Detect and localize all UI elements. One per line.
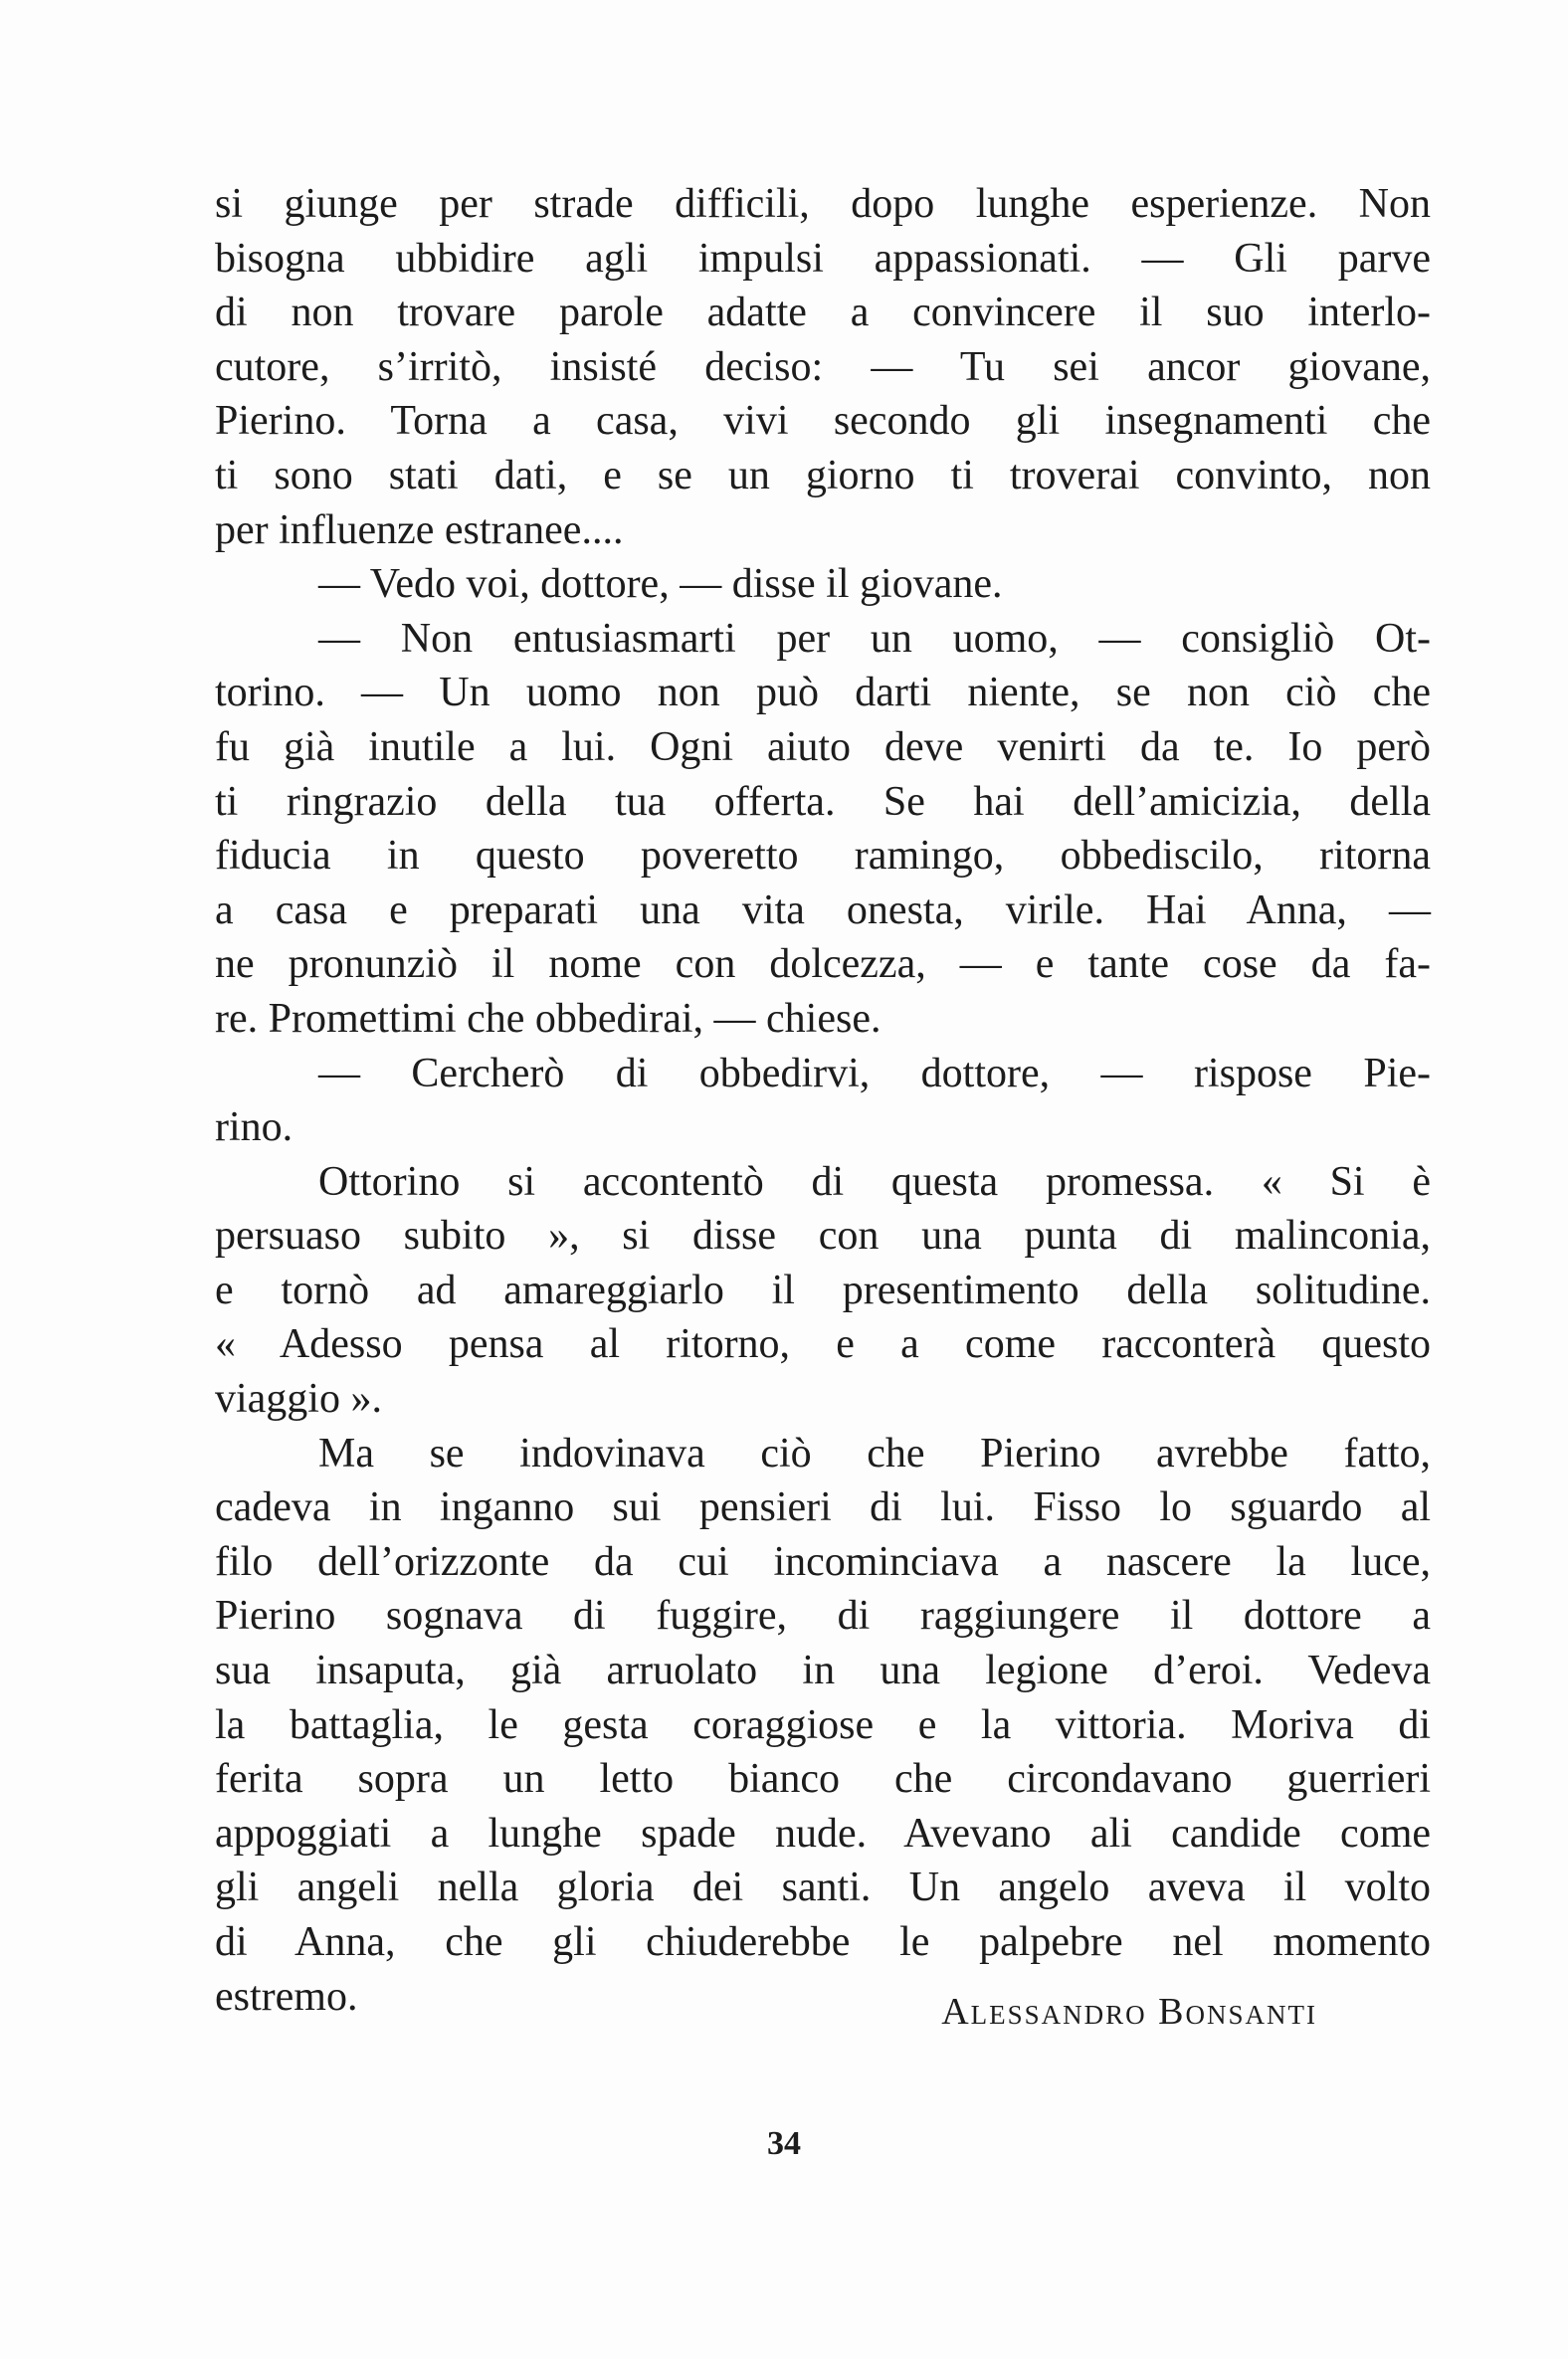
text-line: — Cercherò di obbedirvi, dottore, — rispose Pie- [318, 1050, 1431, 1096]
text-line: Pierino sognava di fuggire, di raggiungere il dottore a [215, 1593, 1431, 1640]
text-line: Ma se indovinava ciò che Pierino avrebbe fatto, [318, 1430, 1431, 1476]
text-line: bisogna ubbidire agli impulsi appassionati. — Gli parve [215, 235, 1431, 282]
text-line: estremo. [215, 1973, 358, 2020]
text-line: Pierino. Torna a casa, vivi secondo gli insegnamenti che [215, 398, 1431, 445]
text-line: torino. — Un uomo non può darti niente, se non ciò che [215, 670, 1431, 716]
text-line: — Non entusiasmarti per un uomo, — consigliò Ot- [318, 615, 1431, 662]
text-line: sua insaputa, già arruolato in una legione d’eroi. Vedeva [215, 1648, 1431, 1694]
text-line: — Vedo voi, dottore, — disse il giovane. [318, 561, 1003, 608]
text-line: si giunge per strade difficili, dopo lunghe esperienze. Non [215, 181, 1431, 227]
text-line: ti sono stati dati, e se un giorno ti troverai convinto, non [215, 452, 1431, 498]
body-text [215, 177, 1431, 2024]
text-line: gli angeli nella gloria dei santi. Un angelo aveva il volto [215, 1865, 1431, 1911]
text-line: cadeva in inganno sui pensieri di lui. Fisso lo sguardo al [215, 1484, 1431, 1531]
text-line: cutore, s’irritò, insisté deciso: — Tu sei ancor giovane, [215, 343, 1431, 390]
text-line: di non trovare parole adatte a convincere il suo interlo- [215, 290, 1431, 336]
text-line: rino. [215, 1104, 294, 1151]
text-line: filo dell’orizzonte da cui incominciava a nascere la luce, [215, 1538, 1431, 1585]
text-line: « Adesso pensa al ritorno, e a come racconterà questo [215, 1321, 1431, 1368]
text-line: Ottorino si accontentò di questa promessa. « Si è [318, 1158, 1431, 1205]
text-line: ti ringrazio della tua offerta. Se hai dell’amicizia, della [215, 778, 1431, 825]
text-line: la battaglia, le gesta coraggiose e la vittoria. Moriva di [215, 1701, 1431, 1748]
text-line: e tornò ad amareggiarlo il presentimento della solitudine. [215, 1267, 1431, 1313]
page-number: 34 [767, 2125, 801, 2162]
text-line: fu già inutile a lui. Ogni aiuto deve venirti da te. Io però [215, 723, 1431, 770]
author-signature: Alessandro Bonsanti [941, 1991, 1317, 2033]
text-line: persuaso subito », si disse con una punta di malinconia, [215, 1213, 1431, 1260]
text-line: per influenze estranee.... [215, 506, 624, 553]
text-line: re. Promettimi che obbedirai, — chiese. [215, 995, 882, 1042]
text-line: fiducia in questo poveretto ramingo, obbediscilo, ritorna [215, 833, 1431, 880]
text-line: viaggio ». [215, 1376, 382, 1423]
text-line: ferita sopra un letto bianco che circondavano guerrieri [215, 1756, 1431, 1803]
text-line: appoggiati a lunghe spade nude. Avevano ali candide come [215, 1810, 1431, 1857]
text-line: di Anna, che gli chiuderebbe le palpebre nel momento [215, 1919, 1431, 1965]
text-line: a casa e preparati una vita onesta, virile. Hai Anna, — [215, 886, 1431, 933]
text-line: ne pronunziò il nome con dolcezza, — e tante cose da fa- [215, 941, 1431, 988]
